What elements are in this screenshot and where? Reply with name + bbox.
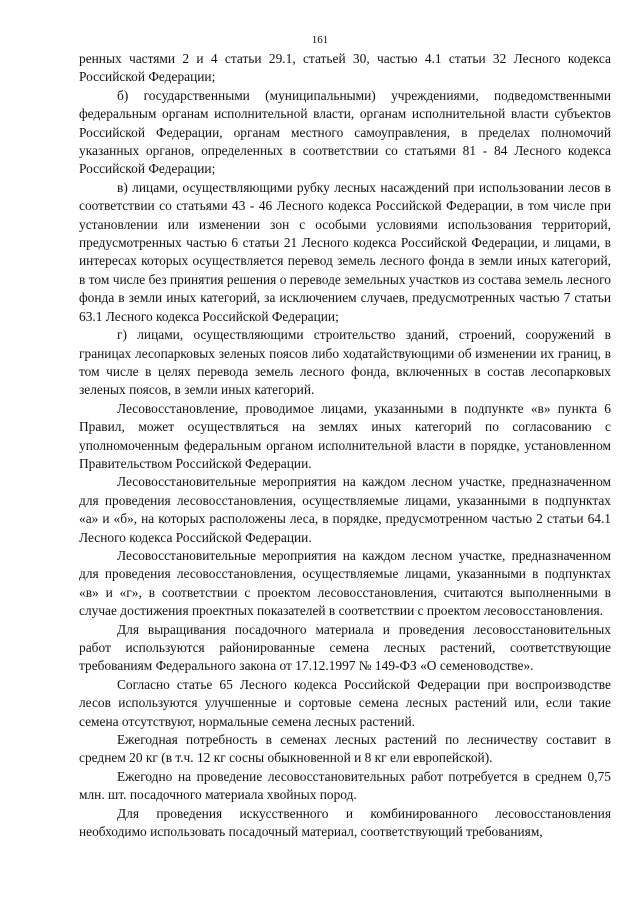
paragraph-subitem-b: б) государственными (муниципальными) учреждениями, подведомственными федеральным органам исполнительной власти, органам исполнительной власти субъектов Российской Федерации, органам местного самоуправления, в пределах полномочий указанных органов, определенных в соответствии со статьями 81 - 84 Лесного кодекса Российской Федерации; — [79, 87, 611, 177]
paragraph-subitem-g: г) лицами, осуществляющими строительство зданий, строений, сооружений в границах лесопарковых зеленых поясов либо ходатайствующими об изменении их границ, в том числе в целях перевода земель лесного фонда, включенных в состав лесопарковых зеленых поясов, в земли иных категорий. — [79, 327, 611, 398]
document-body — [79, 50, 611, 841]
paragraph-continuation: ренных частями 2 и 4 статьи 29.1, статьей 30, частью 4.1 статьи 32 Лесного кодекса Российской Федерации; — [79, 51, 611, 85]
paragraph-artificial-reforestation: Для проведения искусственного и комбинированного лесовосстановления необходимо использовать посадочный материал, соответствующий требованиям, — [79, 805, 611, 840]
paragraph-measures-v-g: Лесовосстановительные мероприятия на каждом лесном участке, предназначенном для проведения лесовосстановления, осуществляемые лицами, указанными в подпунктах «в» и «г», в соответствии с проектом лесовосстановления, считаются выполненными в случае достижения проектных показателей в соответствии с проектом лесовосстановления. — [79, 547, 611, 619]
paragraph-measures-a-b: Лесовосстановительные мероприятия на каждом лесном участке, предназначенном для проведения лесовосстановления, осуществляемые лицами, указанными в подпунктах «а» и «б», на которых расположены леса, в порядке, предусмотренном частью 2 статьи 64.1 Лесного кодекса Российской Федерации. — [79, 474, 611, 545]
paragraph-reforestation-other-lands: Лесовосстановление, проводимое лицами, указанными в подпункте «в» пункта 6 Правил, может осуществляться на землях иных категорий по согласованию с уполномоченным федеральным органом исполнительной власти в порядке, установленном Правительством Российской Федерации. — [79, 400, 611, 471]
paragraph-seed-demand: Ежегодная потребность в семенах лесных растений по лесничеству составит в среднем 20 кг (в т.ч. 12 кг сосны обыкновенной и 8 кг ели европейской). — [79, 732, 611, 766]
paragraph-zoned-seeds: Для выращивания посадочного материала и проведения лесовосстановительных работ используются районированные семена лесных растений, соответствующие требованиям Федерального закона от 17.12.1997 № 149-ФЗ «О семеноводстве». — [79, 621, 611, 674]
paragraph-planting-material: Ежегодно на проведение лесовосстановительных работ потребуется в среднем 0,75 млн. шт. посадочного материала хвойных пород. — [79, 768, 611, 803]
paragraph-article-65: Согласно статье 65 Лесного кодекса Российской Федерации при воспроизводстве лесов используются улучшенные и сортовые семена лесных растений или, если такие семена отсутствуют, нормальные семена лесных растений. — [79, 676, 611, 729]
paragraph-subitem-v: в) лицами, осуществляющими рубку лесных насаждений при использовании лесов в соответствии со статьями 43 - 46 Лесного кодекса Российской Федерации, в том числе при установлении или изменении зон с особыми условиями использования территорий, предусмотренных частью 6 статьи 21 Лесного кодекса Российской Федерации, и лицами, в интересах которых осуществляется перевод земель лесного фонда в земли иных категорий, в том числе без принятия решения о переводе земельных участков из состава земель лесного фонда в земли иных категорий, за исключением случаев, предусмотренных частью 7 статьи 63.1 Лесного кодекса Российской Федерации; — [79, 179, 611, 324]
page-number: 161 — [311, 34, 329, 46]
